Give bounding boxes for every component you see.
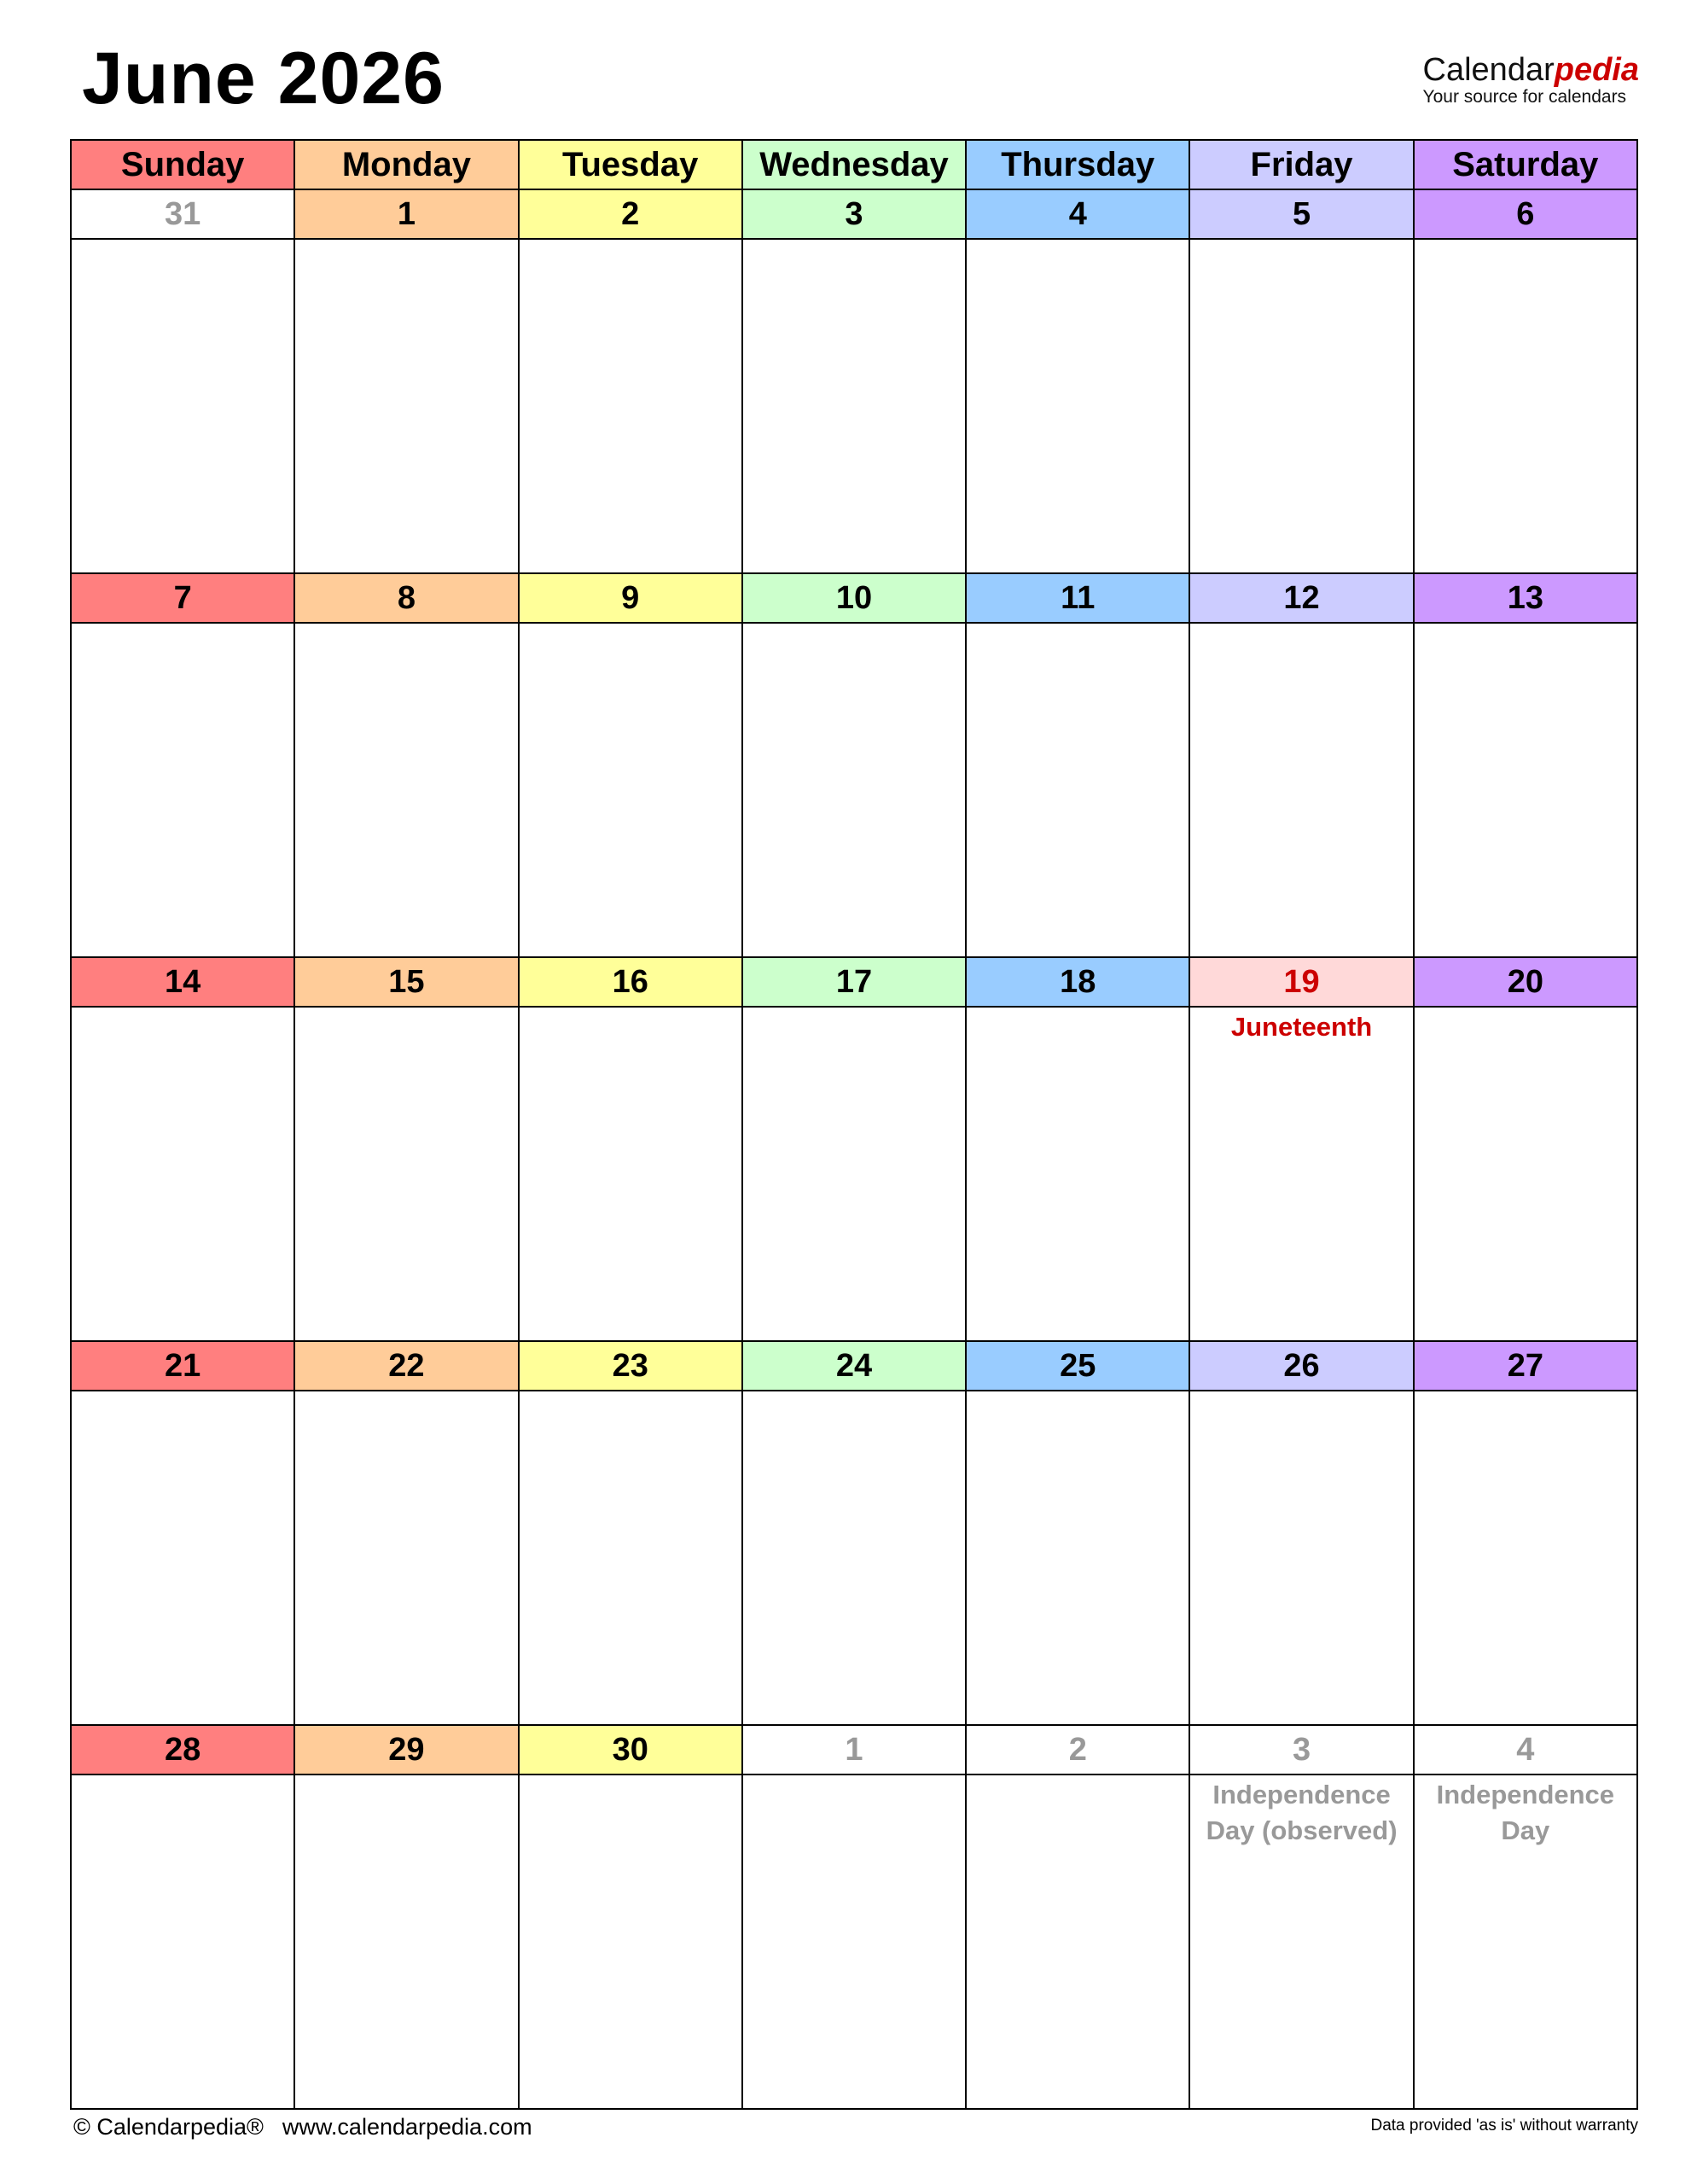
day-cells-row — [72, 240, 1636, 572]
day-cells-row — [72, 1008, 1636, 1340]
date-number-row — [72, 1342, 1636, 1391]
day-cell — [520, 624, 743, 956]
footer-copyright: © Calendarpedia® — [73, 2114, 264, 2140]
weekday-header-row — [72, 141, 1636, 190]
day-cell — [743, 1008, 967, 1340]
day-cell — [1190, 1008, 1414, 1340]
footer-website[interactable]: www.calendarpedia.com — [282, 2114, 532, 2140]
date-number-row — [72, 1726, 1636, 1775]
date-number: 21 — [72, 1342, 295, 1390]
date-number: 18 — [967, 958, 1190, 1006]
date-number: 16 — [520, 958, 743, 1006]
weeks-container — [72, 190, 1636, 2108]
date-number: 9 — [520, 574, 743, 622]
day-cell — [1415, 240, 1636, 572]
day-cell — [72, 240, 295, 572]
date-number: 15 — [295, 958, 519, 1006]
brand-name — [1423, 53, 1639, 87]
day-cell — [1415, 1008, 1636, 1340]
date-number: 6 — [1415, 190, 1636, 238]
date-number: 14 — [72, 958, 295, 1006]
date-number: 20 — [1415, 958, 1636, 1006]
day-cell — [967, 240, 1190, 572]
date-number: 3 — [1190, 1726, 1414, 1774]
day-cell — [520, 1391, 743, 1724]
day-cell — [1415, 624, 1636, 956]
week-row — [72, 574, 1636, 958]
day-cell — [520, 1775, 743, 2108]
holiday-event-line: Day — [1501, 1815, 1550, 1845]
date-number-row — [72, 574, 1636, 624]
date-number: 19 — [1190, 958, 1414, 1006]
day-cell — [743, 1775, 967, 2108]
week-row — [72, 1342, 1636, 1726]
day-cell — [967, 1775, 1190, 2108]
brand-name-accent: pedia — [1554, 52, 1639, 88]
date-number: 8 — [295, 574, 519, 622]
date-number: 11 — [967, 574, 1190, 622]
footer-disclaimer: Data provided 'as is' without warranty — [1370, 2117, 1638, 2135]
date-number: 23 — [520, 1342, 743, 1390]
week-row — [72, 1726, 1636, 2108]
day-cells-row — [72, 1775, 1636, 2108]
day-cell — [295, 1775, 519, 2108]
day-cell — [1415, 1775, 1636, 2108]
day-cell — [1190, 624, 1414, 956]
day-cell — [72, 1008, 295, 1340]
date-number: 26 — [1190, 1342, 1414, 1390]
date-number: 25 — [967, 1342, 1190, 1390]
day-cell — [72, 1775, 295, 2108]
day-cell — [967, 624, 1190, 956]
date-number: 2 — [520, 190, 743, 238]
holiday-event-line: Independence — [1212, 1780, 1391, 1809]
holiday-event-line: Independence — [1436, 1780, 1615, 1809]
date-number: 12 — [1190, 574, 1414, 622]
day-cell — [520, 1008, 743, 1340]
date-number: 1 — [295, 190, 519, 238]
date-number: 5 — [1190, 190, 1414, 238]
day-cell — [295, 1391, 519, 1724]
date-number: 28 — [72, 1726, 295, 1774]
day-cell — [295, 624, 519, 956]
day-cell — [967, 1008, 1190, 1340]
day-cell — [1190, 1775, 1414, 2108]
day-cell — [967, 1391, 1190, 1724]
day-cell — [1190, 240, 1414, 572]
date-number: 31 — [72, 190, 295, 238]
date-number: 29 — [295, 1726, 519, 1774]
day-cell — [72, 1391, 295, 1724]
day-cells-row — [72, 1391, 1636, 1724]
date-number: 10 — [743, 574, 967, 622]
day-cells-row — [72, 624, 1636, 956]
brand-logo — [1423, 53, 1639, 107]
day-cell — [1190, 1391, 1414, 1724]
weekday-friday: Friday — [1190, 141, 1414, 189]
weekday-tuesday: Tuesday — [520, 141, 743, 189]
date-number: 13 — [1415, 574, 1636, 622]
date-number: 1 — [743, 1726, 967, 1774]
calendar-grid — [70, 139, 1638, 2110]
date-number: 7 — [72, 574, 295, 622]
date-number: 3 — [743, 190, 967, 238]
date-number: 24 — [743, 1342, 967, 1390]
weekday-thursday: Thursday — [967, 141, 1190, 189]
footer-left — [73, 2112, 532, 2141]
brand-name-main: Calendar — [1422, 52, 1555, 88]
day-cell — [295, 240, 519, 572]
date-number: 22 — [295, 1342, 519, 1390]
day-cell — [743, 1391, 967, 1724]
day-cell — [72, 624, 295, 956]
day-cell — [743, 624, 967, 956]
date-number: 30 — [520, 1726, 743, 1774]
week-row — [72, 190, 1636, 574]
date-number-row — [72, 190, 1636, 240]
page-title: June 2026 — [82, 38, 445, 119]
day-cell — [1415, 1391, 1636, 1724]
holiday-event: Juneteenth — [1230, 1012, 1373, 1042]
day-cell — [520, 240, 743, 572]
weekday-saturday: Saturday — [1415, 141, 1636, 189]
day-cell — [743, 240, 967, 572]
week-row — [72, 958, 1636, 1342]
weekday-wednesday: Wednesday — [743, 141, 967, 189]
date-number-row — [72, 958, 1636, 1008]
brand-tagline: Your source for calendars — [1422, 87, 1627, 107]
date-number: 2 — [967, 1726, 1190, 1774]
day-cell — [295, 1008, 519, 1340]
weekday-sunday: Sunday — [72, 141, 295, 189]
date-number: 27 — [1415, 1342, 1636, 1390]
holiday-event-line: Day (observed) — [1206, 1815, 1398, 1845]
date-number: 4 — [967, 190, 1190, 238]
date-number: 17 — [743, 958, 967, 1006]
weekday-monday: Monday — [295, 141, 519, 189]
date-number: 4 — [1415, 1726, 1636, 1774]
